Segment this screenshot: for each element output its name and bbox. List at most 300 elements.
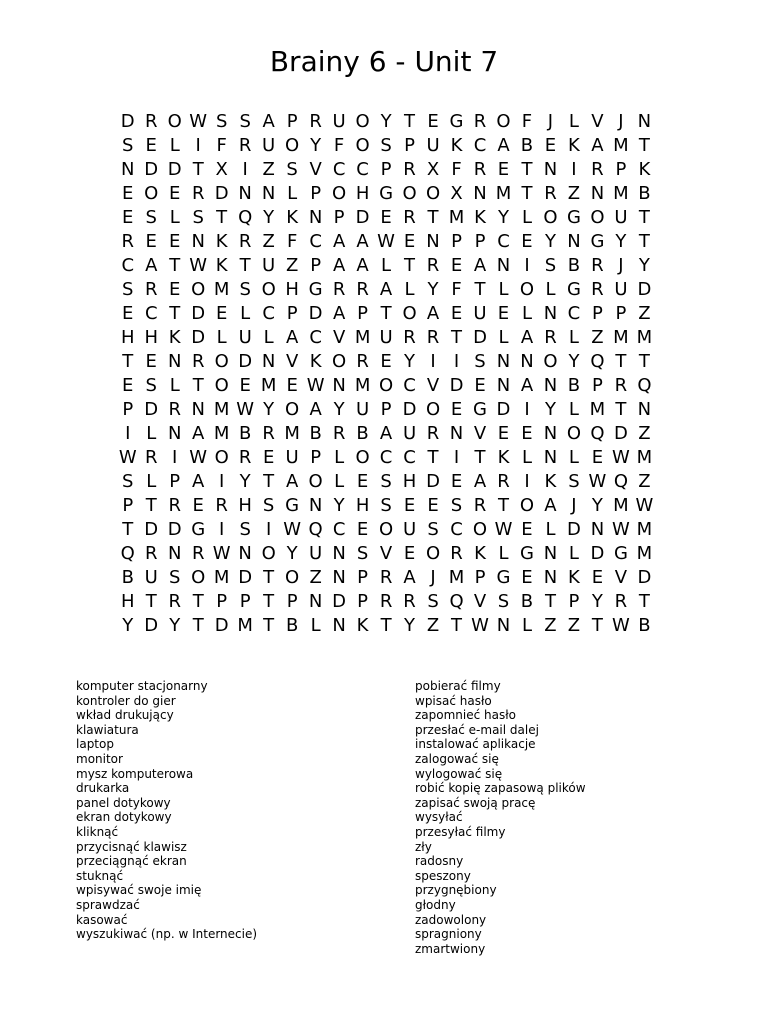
grid-letter: I [219, 519, 225, 540]
grid-letter: I [172, 447, 178, 468]
word-list-item: przeciągnąć ekran [76, 854, 187, 869]
grid-letter: W [189, 255, 208, 276]
grid-letter: R [591, 255, 604, 276]
grid-letter: A [520, 327, 534, 348]
grid-letter: A [285, 327, 299, 348]
grid-letter: D [449, 375, 464, 396]
grid-letter: C [379, 447, 393, 468]
grid-letter: U [614, 279, 628, 300]
grid-letter: A [520, 375, 534, 396]
grid-letter: P [310, 447, 322, 468]
grid-row [116, 422, 656, 446]
grid-letter: Q [590, 423, 605, 444]
grid-letter: K [474, 207, 486, 228]
grid-letter: D [238, 351, 253, 372]
grid-letter: S [122, 279, 134, 300]
grid-letter: B [356, 423, 369, 444]
grid-letter: L [146, 471, 157, 492]
grid-letter: A [379, 423, 393, 444]
word-list-item: głodny [415, 897, 456, 912]
grid-letter: S [239, 519, 251, 540]
grid-letter: R [591, 159, 604, 180]
grid-letter: B [238, 423, 252, 444]
grid-letter: R [403, 207, 416, 228]
grid-letter: E [450, 255, 463, 276]
grid-letter: G [285, 495, 300, 516]
grid-letter: E [474, 375, 486, 396]
grid-letter: B [638, 615, 651, 636]
grid-letter: S [239, 111, 251, 132]
grid-letter: E [450, 471, 463, 492]
grid-letter: J [547, 111, 554, 132]
grid-letter: D [332, 591, 347, 612]
grid-letter: D [426, 471, 440, 492]
grid-letter: T [192, 375, 204, 396]
grid-letter: P [310, 255, 322, 276]
grid-letter: T [638, 135, 650, 156]
word-list-item: zalogować się [415, 751, 499, 766]
grid-letter: H [120, 591, 135, 612]
grid-letter: I [242, 159, 248, 180]
grid-letter: N [238, 543, 252, 564]
grid-letter: Z [262, 231, 275, 252]
grid-letter: O [355, 447, 370, 468]
grid-letter: U [309, 543, 323, 564]
grid-letter: O [378, 519, 394, 540]
grid-row [116, 590, 656, 614]
grid-letter: I [219, 471, 225, 492]
grid-letter: S [380, 471, 392, 492]
grid-letter: K [215, 255, 228, 276]
grid-letter: F [451, 159, 462, 180]
word-list-item: wysyłać [415, 810, 463, 825]
grid-row [116, 518, 656, 542]
grid-letter: O [261, 279, 276, 300]
grid-row [116, 350, 656, 374]
grid-letter: P [451, 231, 462, 252]
grid-letter: C [403, 447, 416, 468]
grid-letter: Q [308, 519, 323, 540]
grid-letter: L [498, 327, 509, 348]
grid-letter: N [590, 183, 605, 204]
grid-letter: D [590, 543, 605, 564]
grid-letter: W [189, 447, 208, 468]
grid-letter: Y [544, 231, 556, 252]
grid-row [116, 542, 656, 566]
grid-letter: P [286, 591, 298, 612]
grid-letter: S [122, 471, 134, 492]
grid-letter: G [590, 231, 605, 252]
grid-letter: Q [590, 351, 605, 372]
grid-letter: W [471, 615, 489, 636]
grid-letter: J [430, 567, 436, 588]
grid-letter: S [168, 567, 181, 588]
grid-letter: O [519, 279, 535, 300]
grid-letter: O [425, 183, 441, 204]
grid-letter: S [215, 111, 228, 132]
grid-letter: L [169, 135, 180, 156]
grid-letter: C [121, 255, 135, 276]
grid-letter: E [521, 423, 533, 444]
grid-letter: T [192, 591, 204, 612]
grid-letter: H [120, 327, 135, 348]
grid-letter: D [473, 327, 487, 348]
grid-letter: T [427, 447, 439, 468]
grid-letter: L [568, 111, 579, 132]
grid-letter: T [263, 615, 275, 636]
grid-letter: T [591, 615, 603, 636]
grid-letter: N [496, 615, 511, 636]
grid-row [116, 446, 656, 470]
grid-letter: W [377, 231, 395, 252]
grid-letter: A [379, 279, 393, 300]
grid-letter: O [425, 543, 441, 564]
grid-letter: T [427, 207, 439, 228]
grid-letter: L [169, 375, 180, 396]
grid-letter: A [473, 471, 487, 492]
grid-letter: B [285, 615, 299, 636]
grid-letter: I [453, 351, 460, 372]
grid-letter: Y [638, 255, 650, 276]
grid-letter: N [191, 231, 205, 252]
grid-letter: Z [426, 615, 440, 636]
grid-letter: O [378, 375, 394, 396]
grid-letter: L [521, 303, 532, 324]
grid-letter: M [354, 375, 371, 396]
grid-letter: D [167, 519, 182, 540]
grid-letter: F [333, 135, 345, 156]
grid-letter: T [638, 231, 650, 252]
grid-letter: R [614, 591, 628, 612]
word-list-item: wylogować się [415, 766, 503, 781]
word-list-item: radosny [415, 854, 464, 869]
grid-letter: O [308, 471, 323, 492]
grid-letter: Z [262, 159, 275, 180]
grid-letter: T [263, 567, 275, 588]
grid-letter: T [615, 399, 627, 420]
grid-letter: G [449, 111, 464, 132]
grid-letter: K [474, 543, 486, 564]
grid-letter: E [380, 207, 392, 228]
grid-letter: D [355, 207, 370, 228]
grid-letter: I [524, 471, 530, 492]
grid-letter: E [262, 447, 275, 468]
grid-letter: A [356, 255, 369, 276]
grid-row [116, 566, 656, 590]
grid-letter: N [543, 447, 558, 468]
grid-letter: R [591, 279, 604, 300]
grid-letter: V [473, 591, 487, 612]
grid-letter: Y [263, 207, 275, 228]
grid-letter: R [356, 279, 369, 300]
grid-letter: O [402, 303, 417, 324]
grid-letter: E [450, 303, 463, 324]
grid-letter: D [191, 303, 206, 324]
grid-letter: C [473, 135, 487, 156]
grid-letter: R [238, 447, 252, 468]
grid-letter: E [521, 231, 533, 252]
grid-row [116, 230, 656, 254]
grid-letter: N [167, 351, 182, 372]
grid-letter: A [497, 135, 510, 156]
grid-letter: R [191, 351, 205, 372]
grid-letter: A [356, 231, 369, 252]
grid-letter: V [309, 159, 322, 180]
grid-letter: N [167, 423, 182, 444]
grid-letter: P [592, 303, 603, 324]
grid-letter: O [285, 135, 300, 156]
grid-letter: D [496, 399, 511, 420]
grid-letter: N [637, 111, 652, 132]
grid-letter: G [379, 183, 394, 204]
grid-letter: U [285, 447, 299, 468]
grid-letter: T [122, 351, 134, 372]
grid-letter: R [473, 111, 487, 132]
grid-row [116, 110, 656, 134]
grid-row [116, 494, 656, 518]
grid-letter: E [356, 471, 369, 492]
grid-letter: M [636, 327, 653, 348]
grid-letter: U [402, 423, 417, 444]
grid-row [116, 398, 656, 422]
grid-letter: U [332, 111, 346, 132]
grid-letter: T [169, 303, 181, 324]
grid-letter: W [612, 519, 630, 540]
grid-row [116, 326, 656, 350]
grid-letter: E [591, 567, 604, 588]
grid-letter: B [520, 591, 534, 612]
grid-letter: A [262, 111, 275, 132]
word-list-item: wpisywać swoje imię [76, 883, 202, 898]
grid-letter: E [403, 231, 416, 252]
grid-letter: Y [497, 207, 509, 228]
grid-letter: R [544, 183, 557, 204]
grid-letter: O [425, 399, 441, 420]
grid-letter: V [473, 423, 487, 444]
grid-letter: M [213, 279, 230, 300]
grid-letter: P [310, 183, 322, 204]
grid-letter: N [520, 351, 534, 372]
grid-letter: A [145, 255, 158, 276]
grid-row [116, 206, 656, 230]
grid-letter: T [638, 351, 650, 372]
grid-letter: E [427, 495, 439, 516]
grid-letter: C [144, 303, 158, 324]
grid-letter: F [451, 279, 462, 300]
word-list-item: kontroler do gier [76, 693, 176, 708]
grid-letter: M [636, 519, 653, 540]
grid-letter: R [426, 327, 440, 348]
grid-letter: R [309, 111, 322, 132]
grid-letter: E [215, 303, 228, 324]
grid-letter: E [192, 495, 204, 516]
grid-letter: M [636, 447, 653, 468]
grid-letter: T [638, 207, 650, 228]
grid-row [116, 182, 656, 206]
grid-letter: E [286, 375, 298, 396]
grid-letter: W [494, 519, 513, 540]
grid-letter: A [332, 303, 346, 324]
grid-letter: L [521, 207, 532, 228]
grid-letter: R [238, 231, 252, 252]
grid-letter: T [544, 591, 556, 612]
grid-letter: W [189, 111, 208, 132]
grid-letter: R [215, 495, 228, 516]
grid-letter: O [566, 423, 582, 444]
grid-letter: R [144, 279, 158, 300]
grid-letter: R [332, 423, 346, 444]
grid-letter: S [380, 135, 392, 156]
grid-letter: I [265, 519, 272, 540]
grid-letter: E [169, 231, 181, 252]
grid-letter: K [286, 207, 299, 228]
grid-letter: K [497, 447, 510, 468]
page-title: Brainy 6 - Unit 7 [269, 45, 499, 78]
grid-letter: Y [169, 615, 181, 636]
grid-letter: T [380, 615, 392, 636]
grid-letter: R [168, 495, 181, 516]
grid-letter: N [496, 351, 511, 372]
grid-letter: Y [310, 135, 322, 156]
grid-letter: P [615, 303, 627, 324]
grid-letter: N [543, 159, 558, 180]
grid-row [116, 278, 656, 302]
grid-letter: C [262, 303, 275, 324]
grid-letter: O [355, 135, 370, 156]
grid-letter: Y [615, 231, 627, 252]
grid-letter: P [216, 591, 228, 612]
grid-letter: N [543, 423, 558, 444]
grid-letter: T [638, 591, 650, 612]
grid-letter: M [613, 327, 629, 348]
grid-letter: L [240, 303, 251, 324]
grid-letter: O [590, 207, 605, 228]
grid-letter: O [543, 207, 558, 228]
grid-letter: N [238, 183, 252, 204]
grid-letter: O [355, 111, 370, 132]
grid-letter: P [615, 159, 627, 180]
grid-letter: G [613, 543, 628, 564]
grid-letter: U [379, 327, 393, 348]
grid-letter: N [567, 231, 581, 252]
grid-letter: V [426, 375, 440, 396]
grid-letter: M [213, 423, 230, 444]
grid-row [116, 134, 656, 158]
grid-letter: U [473, 303, 487, 324]
grid-letter: J [618, 255, 624, 276]
grid-letter: A [473, 255, 487, 276]
grid-letter: T [145, 591, 157, 612]
grid-letter: Y [591, 591, 603, 612]
grid-letter: T [192, 159, 204, 180]
grid-letter: R [379, 567, 393, 588]
grid-letter: O [496, 111, 511, 132]
grid-letter: U [426, 135, 440, 156]
grid-letter: C [403, 375, 416, 396]
grid-letter: X [450, 183, 463, 204]
grid-letter: A [332, 231, 346, 252]
grid-letter: I [524, 399, 530, 420]
word-list-item: zapomnieć hasło [415, 708, 516, 723]
grid-letter: O [402, 183, 417, 204]
word-list-item: mysz komputerowa [76, 766, 194, 781]
grid-letter: T [404, 111, 416, 132]
grid-letter: K [568, 567, 580, 588]
grid-letter: L [310, 615, 321, 636]
grid-letter: U [144, 567, 158, 588]
grid-letter: R [168, 399, 181, 420]
grid-letter: E [427, 111, 439, 132]
grid-letter: Q [637, 375, 652, 396]
grid-row [116, 254, 656, 278]
grid-letter: N [332, 615, 346, 636]
grid-letter: K [356, 615, 369, 636]
grid-letter: W [236, 399, 255, 420]
grid-letter: M [260, 375, 277, 396]
grid-letter: A [285, 471, 299, 492]
grid-letter: E [356, 519, 369, 540]
word-list-item: spragniony [415, 927, 482, 942]
grid-letter: P [122, 399, 134, 420]
grid-letter: H [285, 279, 299, 300]
grid-letter: E [145, 231, 157, 252]
grid-letter: Y [122, 615, 134, 636]
grid-letter: D [144, 159, 159, 180]
grid-letter: D [214, 615, 229, 636]
grid-letter: O [543, 351, 558, 372]
word-list-item: pobierać filmy [415, 679, 501, 693]
grid-letter: R [403, 591, 416, 612]
grid-letter: R [379, 591, 393, 612]
grid-row [116, 470, 656, 494]
word-list-item: przygnębiony [415, 883, 497, 898]
word-list-item: przycisnąć klawisz [76, 839, 187, 854]
grid-letter: L [216, 327, 227, 348]
grid-letter: W [306, 375, 325, 396]
grid-letter: Y [404, 615, 416, 636]
grid-letter: L [498, 543, 509, 564]
grid-letter: B [567, 255, 581, 276]
grid-row [116, 374, 656, 398]
grid-letter: R [450, 543, 463, 564]
grid-letter: R [473, 159, 487, 180]
grid-letter: D [308, 303, 323, 324]
grid-letter: B [638, 183, 651, 204]
grid-letter: L [334, 471, 345, 492]
grid-letter: Y [333, 495, 345, 516]
word-list-item: kliknąć [76, 824, 119, 839]
grid-letter: Y [404, 351, 416, 372]
grid-letter: T [216, 207, 228, 228]
grid-letter: M [636, 543, 653, 564]
grid-letter: I [524, 255, 530, 276]
grid-letter: P [474, 231, 486, 252]
grid-letter: K [568, 135, 580, 156]
grid-letter: N [590, 519, 605, 540]
grid-letter: S [192, 207, 204, 228]
grid-letter: I [453, 447, 460, 468]
word-list-item: klawiatura [76, 722, 139, 737]
grid-letter: G [520, 543, 534, 564]
grid-letter: T [239, 255, 251, 276]
grid-letter: R [403, 327, 416, 348]
grid-letter: O [144, 183, 159, 204]
grid-letter: Y [380, 111, 392, 132]
grid-letter: T [263, 591, 275, 612]
grid-letter: O [332, 183, 347, 204]
grid-letter: V [614, 567, 628, 588]
grid-letter: O [167, 111, 182, 132]
